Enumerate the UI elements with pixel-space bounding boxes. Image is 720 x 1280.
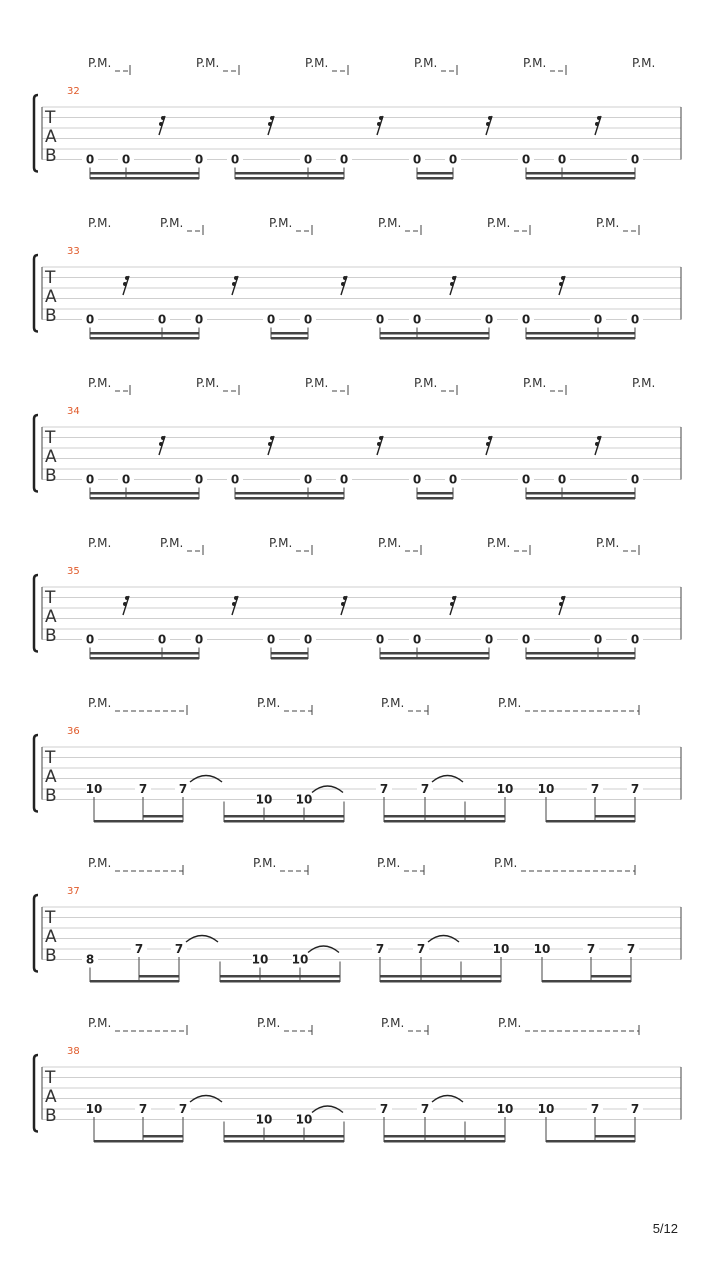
fret-number: 0: [339, 472, 349, 487]
secondary-beam: [417, 172, 453, 175]
system-bracket: [34, 415, 38, 492]
rest-dot: [159, 122, 163, 126]
rest-dot: [270, 436, 274, 440]
palm-mute-label: P.M.: [381, 696, 405, 710]
fret-number: 0: [339, 152, 349, 167]
fret-number: 0: [521, 312, 531, 327]
secondary-beam: [591, 975, 631, 978]
fret-number: 0: [484, 312, 494, 327]
beam: [542, 980, 631, 983]
rest-dot: [268, 442, 272, 446]
fret-number: 0: [303, 152, 313, 167]
fret-number: 7: [590, 782, 600, 796]
beam: [90, 177, 199, 180]
secondary-beam: [90, 172, 199, 175]
rest-dot: [234, 596, 238, 600]
fret-number: 10: [251, 952, 269, 967]
rest-dot: [597, 116, 601, 120]
secondary-beam: [526, 652, 635, 655]
tab-clef-letter: A: [45, 287, 57, 307]
rest-dot: [232, 602, 236, 606]
beam: [546, 1140, 635, 1143]
tab-clef-letter: B: [45, 466, 57, 486]
palm-mute-label: P.M.: [377, 856, 401, 870]
rest-dot: [452, 276, 456, 280]
rest-dot: [343, 596, 347, 600]
tab-clef-letter: T: [45, 748, 56, 768]
rest-dot: [561, 596, 565, 600]
fret-number: 0: [412, 632, 422, 647]
secondary-beam: [139, 975, 179, 978]
palm-mute-label: P.M.: [196, 56, 220, 70]
fret-number: 7: [178, 1102, 188, 1116]
palm-mute-label: P.M.: [196, 376, 220, 390]
beam: [384, 820, 505, 823]
measure-number: 32: [67, 86, 80, 97]
palm-mute-label: P.M.: [494, 856, 518, 870]
fret-number: 10: [492, 942, 510, 956]
palm-mute-label: P.M.: [88, 536, 112, 550]
fret-number: 0: [484, 632, 494, 647]
secondary-beam: [595, 1135, 635, 1138]
fret-number: 0: [521, 632, 531, 647]
rest-dot: [161, 436, 165, 440]
fret-number: 7: [630, 1102, 640, 1116]
beam: [526, 337, 635, 340]
tab-clef-letter: A: [45, 1087, 57, 1107]
tab-system: [34, 536, 681, 660]
palm-mute-label: P.M.: [381, 1016, 405, 1030]
fret-number: 0: [303, 312, 313, 327]
fret-number: 0: [266, 312, 276, 327]
fret-number: 0: [230, 152, 240, 167]
tab-clef-letter: B: [45, 946, 57, 966]
fret-number: 0: [157, 632, 167, 647]
beam: [380, 980, 501, 983]
secondary-beam: [143, 815, 183, 818]
tab-clef-letter: B: [45, 146, 57, 166]
tab-clef-letter: T: [45, 428, 56, 448]
fret-number: 10: [496, 1102, 514, 1116]
fret-number: 0: [194, 312, 204, 327]
palm-mute-label: P.M.: [305, 376, 329, 390]
beam: [380, 657, 489, 660]
rest-dot: [123, 282, 127, 286]
secondary-beam: [384, 1135, 505, 1138]
rest-dot: [268, 122, 272, 126]
beam: [271, 657, 308, 660]
fret-number: 10: [255, 792, 273, 807]
fret-number: 7: [379, 782, 389, 796]
secondary-beam: [526, 172, 635, 175]
fret-number: 10: [533, 942, 551, 956]
beam: [526, 177, 635, 180]
system-bracket: [34, 895, 38, 972]
rest-dot: [125, 276, 129, 280]
fret-number: 0: [630, 632, 640, 647]
fret-number: 0: [85, 632, 95, 647]
fret-number: 7: [178, 782, 188, 796]
tab-system: [34, 216, 681, 340]
palm-mute-label: P.M.: [523, 376, 547, 390]
rest-dot: [379, 436, 383, 440]
palm-mute-label: P.M.: [378, 536, 402, 550]
secondary-beam: [271, 652, 308, 655]
palm-mute-label: P.M.: [596, 216, 620, 230]
fret-number: 0: [630, 472, 640, 487]
tab-clef-letter: A: [45, 607, 57, 627]
fret-number: 0: [593, 312, 603, 327]
palm-mute-label: P.M.: [160, 216, 184, 230]
fret-number: 10: [496, 782, 514, 796]
beam: [384, 1140, 505, 1143]
beam: [224, 820, 344, 823]
fret-number: 7: [420, 782, 430, 796]
fret-number: 10: [255, 1112, 273, 1127]
rest-dot: [486, 442, 490, 446]
measure-number: 33: [67, 246, 80, 257]
secondary-beam: [417, 492, 453, 495]
rest-dot: [377, 442, 381, 446]
palm-mute-label: P.M.: [305, 56, 329, 70]
beam: [417, 497, 453, 500]
system-bracket: [34, 1055, 38, 1132]
secondary-beam: [90, 492, 199, 495]
beam: [235, 497, 344, 500]
secondary-beam: [384, 815, 505, 818]
tab-clef-letter: A: [45, 447, 57, 467]
tab-clef-letter: T: [45, 268, 56, 288]
fret-number: 0: [375, 632, 385, 647]
measure-number: 38: [67, 1046, 80, 1057]
beam: [90, 337, 199, 340]
fret-number: 10: [85, 782, 103, 796]
beam: [526, 497, 635, 500]
fret-number: 7: [586, 942, 596, 956]
tab-clef-letter: A: [45, 927, 57, 947]
secondary-beam: [143, 1135, 183, 1138]
rest-dot: [379, 116, 383, 120]
beam: [271, 337, 308, 340]
fret-number: 0: [630, 312, 640, 327]
secondary-beam: [235, 492, 344, 495]
beam: [417, 177, 453, 180]
tab-clef-letter: T: [45, 1068, 56, 1088]
tab-clef-letter: T: [45, 108, 56, 128]
tab-clef-letter: A: [45, 767, 57, 787]
palm-mute-label: P.M.: [253, 856, 277, 870]
palm-mute-label: P.M.: [487, 536, 511, 550]
secondary-beam: [235, 172, 344, 175]
fret-number: 7: [138, 782, 148, 796]
beam: [90, 497, 199, 500]
palm-mute-label: P.M.: [88, 696, 112, 710]
palm-mute-label: P.M.: [596, 536, 620, 550]
fret-number: 0: [412, 472, 422, 487]
fret-number: 10: [537, 1102, 555, 1116]
rest-dot: [561, 276, 565, 280]
palm-mute-label: P.M.: [257, 696, 281, 710]
fret-number: 10: [537, 782, 555, 796]
fret-number: 0: [412, 152, 422, 167]
rest-dot: [234, 276, 238, 280]
secondary-beam: [271, 332, 308, 335]
rest-dot: [123, 602, 127, 606]
rest-dot: [488, 116, 492, 120]
fret-number: 0: [85, 152, 95, 167]
beam: [380, 337, 489, 340]
secondary-beam: [380, 332, 489, 335]
fret-number: 7: [134, 942, 144, 956]
rest-dot: [452, 596, 456, 600]
fret-number: 7: [630, 782, 640, 796]
rest-dot: [343, 276, 347, 280]
rest-dot: [270, 116, 274, 120]
rest-dot: [488, 436, 492, 440]
palm-mute-label: P.M.: [498, 696, 522, 710]
fret-number: 0: [448, 152, 458, 167]
fret-number: 7: [138, 1102, 148, 1116]
fret-number: 7: [420, 1102, 430, 1116]
rest-dot: [341, 602, 345, 606]
tab-clef-letter: B: [45, 626, 57, 646]
beam: [220, 980, 340, 983]
fret-number: 0: [85, 312, 95, 327]
measure-number: 34: [67, 406, 80, 417]
system-bracket: [34, 255, 38, 332]
fret-number: 0: [194, 472, 204, 487]
palm-mute-label: P.M.: [160, 536, 184, 550]
rest-dot: [559, 282, 563, 286]
measure-number: 37: [67, 886, 80, 897]
secondary-beam: [380, 975, 501, 978]
page-indicator: 5/12: [652, 1221, 678, 1236]
palm-mute-label: P.M.: [257, 1016, 281, 1030]
fret-number: 0: [557, 472, 567, 487]
rest-dot: [159, 442, 163, 446]
fret-number: 10: [295, 1112, 313, 1127]
palm-mute-label: P.M.: [88, 376, 112, 390]
secondary-beam: [90, 652, 199, 655]
tab-clef-letter: A: [45, 127, 57, 147]
beam: [235, 177, 344, 180]
rest-dot: [341, 282, 345, 286]
fret-number: 10: [85, 1102, 103, 1116]
beam: [526, 657, 635, 660]
fret-number: 0: [521, 152, 531, 167]
beam: [90, 980, 179, 983]
fret-number: 7: [379, 1102, 389, 1116]
tab-system: [34, 56, 681, 180]
tab-system: [34, 376, 681, 500]
secondary-beam: [595, 815, 635, 818]
tab-system: [34, 696, 681, 823]
fret-number: 0: [194, 632, 204, 647]
rest-dot: [595, 442, 599, 446]
fret-number: 0: [121, 472, 131, 487]
fret-number: 7: [416, 942, 426, 956]
rest-dot: [486, 122, 490, 126]
fret-number: 0: [630, 152, 640, 167]
beam: [94, 820, 183, 823]
rest-dot: [597, 436, 601, 440]
fret-number: 10: [295, 792, 313, 807]
fret-number: 0: [593, 632, 603, 647]
beam: [224, 1140, 344, 1143]
tab-system: [34, 1016, 681, 1143]
palm-mute-label: P.M.: [269, 536, 293, 550]
beam: [90, 657, 199, 660]
rest-dot: [125, 596, 129, 600]
palm-mute-label: P.M.: [88, 216, 112, 230]
palm-mute-label: P.M.: [487, 216, 511, 230]
fret-number: 0: [375, 312, 385, 327]
palm-mute-label: P.M.: [414, 376, 438, 390]
tab-clef-letter: B: [45, 306, 57, 326]
tab-clef-letter: B: [45, 1106, 57, 1126]
palm-mute-label: P.M.: [414, 56, 438, 70]
fret-number: 0: [230, 472, 240, 487]
fret-number: 0: [266, 632, 276, 647]
fret-number: 0: [448, 472, 458, 487]
system-bracket: [34, 575, 38, 652]
secondary-beam: [380, 652, 489, 655]
secondary-beam: [224, 815, 344, 818]
secondary-beam: [224, 1135, 344, 1138]
rest-dot: [559, 602, 563, 606]
palm-mute-label: P.M.: [378, 216, 402, 230]
rest-dot: [450, 602, 454, 606]
measure-number: 36: [67, 726, 80, 737]
palm-mute-label: P.M.: [523, 56, 547, 70]
system-bracket: [34, 735, 38, 812]
palm-mute-label: P.M.: [632, 376, 656, 390]
palm-mute-label: P.M.: [269, 216, 293, 230]
secondary-beam: [526, 332, 635, 335]
fret-number: 8: [85, 952, 95, 967]
fret-number: 0: [303, 632, 313, 647]
rest-dot: [161, 116, 165, 120]
tab-clef-letter: T: [45, 588, 56, 608]
measure-number: 35: [67, 566, 80, 577]
tab-system: [34, 856, 681, 983]
fret-number: 0: [194, 152, 204, 167]
palm-mute-label: P.M.: [632, 56, 656, 70]
fret-number: 0: [303, 472, 313, 487]
fret-number: 0: [157, 312, 167, 327]
fret-number: 0: [521, 472, 531, 487]
fret-number: 0: [85, 472, 95, 487]
rest-dot: [595, 122, 599, 126]
palm-mute-label: P.M.: [498, 1016, 522, 1030]
fret-number: 7: [626, 942, 636, 956]
fret-number: 0: [412, 312, 422, 327]
secondary-beam: [220, 975, 340, 978]
fret-number: 7: [590, 1102, 600, 1116]
rest-dot: [232, 282, 236, 286]
beam: [546, 820, 635, 823]
fret-number: 0: [121, 152, 131, 167]
palm-mute-label: P.M.: [88, 856, 112, 870]
beam: [94, 1140, 183, 1143]
palm-mute-label: P.M.: [88, 1016, 112, 1030]
system-bracket: [34, 95, 38, 172]
rest-dot: [377, 122, 381, 126]
fret-number: 0: [557, 152, 567, 167]
fret-number: 7: [174, 942, 184, 956]
secondary-beam: [90, 332, 199, 335]
tab-clef-letter: B: [45, 786, 57, 806]
fret-number: 7: [375, 942, 385, 956]
rest-dot: [450, 282, 454, 286]
fret-number: 10: [291, 952, 309, 967]
palm-mute-label: P.M.: [88, 56, 112, 70]
secondary-beam: [526, 492, 635, 495]
tab-clef-letter: T: [45, 908, 56, 928]
